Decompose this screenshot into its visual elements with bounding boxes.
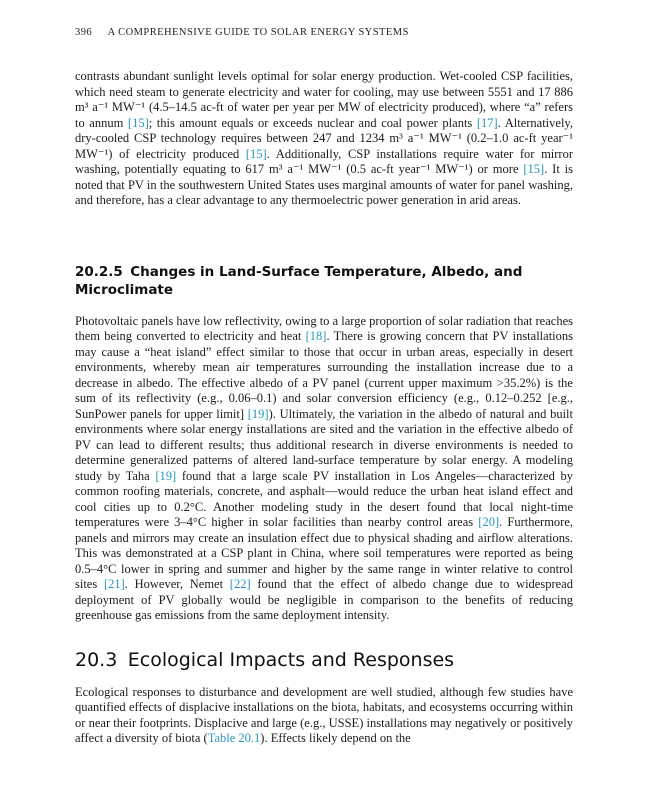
citation-link[interactable]: [17]	[476, 115, 498, 130]
text-run: found that a large scale PV installation in Los Angeles—characterized by common roofing materials, concrete, and asphalt—would reduce the urban heat island effect and cool cities up to 0.2°C. Another modeling study in the desert found that local night-time temperatures were 3–4°C higher in solar facilities than nearby control areas	[75, 468, 573, 529]
citation-link[interactable]: [15]	[127, 115, 149, 130]
heading-number: 20.3	[75, 648, 118, 671]
text-run: . Furthermore, panels and mirrors may create an insulation effect due to physical shading and airflow alterations. This was demonstrated at a CSP plant in China, where soil temperatures were reported as being 0.5–4°C lower in spring and summer and higher by the same range in winter relative to control sites	[75, 515, 574, 591]
table-ref-link[interactable]: Table 20.1	[207, 731, 261, 745]
text-run: ). Ultimately, the variation in the albedo of natural and built environments where solar energy installations are sited and the variation in the effective albedo of PV can lead to different results; thus additional research in diverse environments is needed to determine generalized patterns of altered land-surface temperature by solar energy. A modeling study by Taha	[75, 406, 573, 483]
heading-title: Ecological Impacts and Responses	[127, 648, 455, 671]
citation-link[interactable]: [19]	[155, 468, 177, 483]
text-run: . Additionally, CSP installations require water for mirror washing, potentially equating to 617 m³ a⁻¹ MW⁻¹ (0.5 ac-ft year⁻¹ MW⁻¹) or more	[75, 146, 574, 176]
citation-link[interactable]: [15]	[523, 162, 545, 176]
citation-link[interactable]: [22]	[229, 577, 251, 591]
running-head: A COMPREHENSIVE GUIDE TO SOLAR ENERGY SYSTEMS	[107, 27, 409, 38]
text-run: . There is growing concern that PV installations may cause a “heat island” effect similar to those that occur in urban areas, especially in desert environments, whereby mean air temperatures surrounding the installation increase due to a decrease in albedo. The effective albedo of a PV panel (current upper maximum >35.2%) is the sum of its reflectivity (e.g., 0.06–0.1) and solar conversion efficiency (e.g., 0.12–0.252 [e.g., SunPower panels for upper limit]	[75, 329, 574, 421]
heading-number: 20.2.5	[75, 263, 123, 280]
citation-link[interactable]: [20]	[478, 515, 500, 529]
paragraph-ecological	[75, 685, 573, 747]
citation-link[interactable]: [15]	[245, 146, 267, 161]
content	[75, 69, 573, 747]
page-header	[75, 27, 573, 38]
page-number: 396	[75, 27, 93, 38]
text-run: Ecological responses to disturbance and development are well studied, although few studies have quantified effects of displacive installations on the biota, habitats, and ecosystems occurring within or near their footprints. Displacive and large (e.g., USSE) installations may negatively or positively affect a diversity of biota (	[75, 684, 573, 745]
text-run: contrasts abundant sunlight levels optimal for solar energy production. Wet-cooled CSP facilities, which need steam to generate electricity and water for cooling, may use between 5551 and 17 886 m³ a⁻¹ MW⁻¹ (4.5–14.5 ac-ft of water per year per MW of electricity produced), where “a” refers to annum	[75, 69, 573, 130]
citation-link[interactable]: [19]	[247, 406, 269, 421]
section-heading-20-2-5	[75, 263, 545, 299]
citation-link[interactable]: [21]	[103, 577, 125, 591]
text-run: . However, Nemet	[124, 577, 230, 591]
text-run: found that the effect of albedo change due to widespread deployment of PV globally would be negligible in comparison to the benefits of reducing greenhouse gas emissions from the same deployment intensity.	[75, 577, 573, 622]
section-heading-20-3	[75, 649, 573, 672]
text-run: ). Effects likely depend on the	[260, 731, 411, 745]
paragraph-albedo	[75, 314, 573, 624]
text-run: Photovoltaic panels have low reflectivity, owing to a large proportion of solar radiation that reaches them being converted to electricity and heat	[75, 313, 573, 343]
text-run: . It is noted that PV in the southwestern United States uses marginal amounts of water for panel washing, and therefore, has a clear advantage to any thermoelectric power generation in arid areas.	[75, 162, 573, 207]
text-run: . Alternatively, dry-cooled CSP technology requires between 247 and 1234 m³ a⁻¹ MW⁻¹ (0.2–1.0 ac-ft year⁻¹ MW⁻¹) of electricity produced	[75, 115, 573, 161]
paragraph-water-use	[75, 69, 573, 209]
text-run: ; this amount equals or exceeds nuclear and coal power plants	[148, 115, 477, 130]
citation-link[interactable]: [18]	[305, 329, 327, 343]
heading-title: Changes in Land-Surface Temperature, Albedo, and Microclimate	[75, 263, 523, 298]
